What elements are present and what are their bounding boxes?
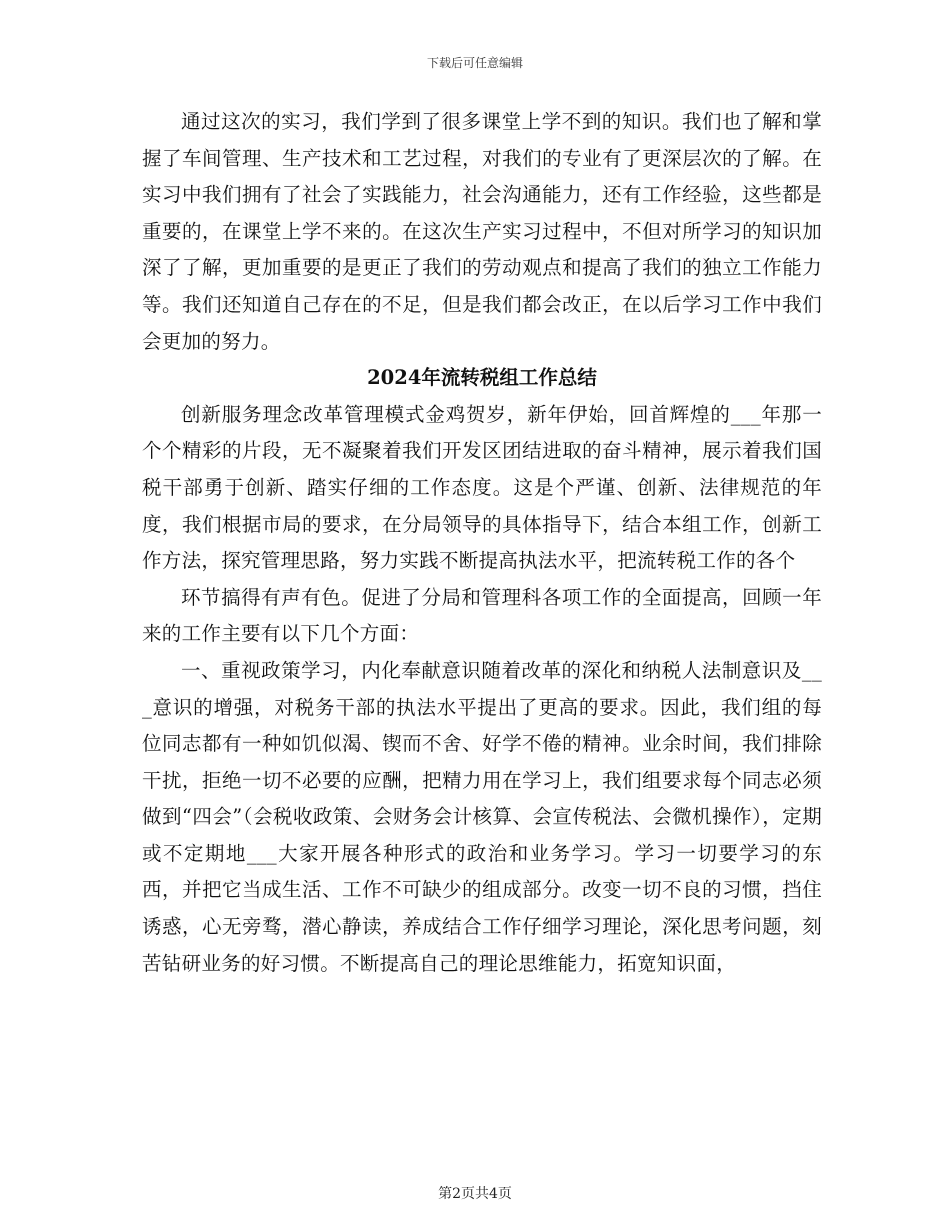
body-paragraph-1: 创新服务理念改革管理模式金鸡贺岁，新年伊始，回首辉煌的___年那一个个精彩的片段，无不凝聚着我们开发区团结进取的奋斗精神，展示着我们国税干部勇于创新、踏实仔细的工作态度。这是个严谨、创新、法律规范的年度，我们根据市局的要求，在分局领导的具体指导下，结合本组工作，创新工作方法，探究管理思路，努力实践不断提高执法水平，把流转税工作的各个 (142, 402, 822, 573)
body-paragraph-3: 一、重视政策学习，内化奉献意识随着改革的深化和纳税人法制意识及___意识的增强，对税务干部的执法水平提出了更高的要求。因此，我们组的每位同志都有一种如饥似渴、锲而不舍、好学不倦的精神。业余时间，我们排除干扰，拒绝一切不必要的应酬，把精力用在学习上，我们组要求每个同志必须做到“四会”（会税收政策、会财务会计核算、会宣传税法、会微机操作），定期或不定期地___大家开展各种形式的政治和业务学习。学习一切要学习的东西，并把它当成生活、工作不可缺少的组成部分。改变一切不良的习惯，挡住诱惑，心无旁骛，潜心静读，养成结合工作仔细学习理论，深化思考问题，刻苦钻研业务的好习惯。不断提高自己的理论思维能力，拓宽知识面， (142, 658, 822, 975)
page-number: 第2页共4页 (438, 1186, 512, 1202)
intro-paragraph: 通过这次的实习，我们学到了很多课堂上学不到的知识。我们也了解和掌握了车间管理、生产技术和工艺过程，对我们的专业有了更深层次的了解。在实习中我们拥有了社会了实践能力，社会沟通能力，还有工作经验，这些都是重要的，在课堂上学不来的。在这次生产实习过程中，不但对所学习的知识加深了了解，更加重要的是更正了我们的劳动观点和提高了我们的独立工作能力等。我们还知道自己存在的不足，但是我们都会改正，在以后学习工作中我们会更加的努力。 (142, 110, 822, 353)
document-body (142, 104, 822, 982)
body-paragraph-2: 环节搞得有声有色。促进了分局和管理科各项工作的全面提高，回顾一年来的工作主要有以下几个方面： (142, 585, 822, 646)
page-header-note: 下载后可任意编辑 (426, 56, 523, 70)
document-title: 2024年流转税组工作总结 (367, 366, 597, 390)
